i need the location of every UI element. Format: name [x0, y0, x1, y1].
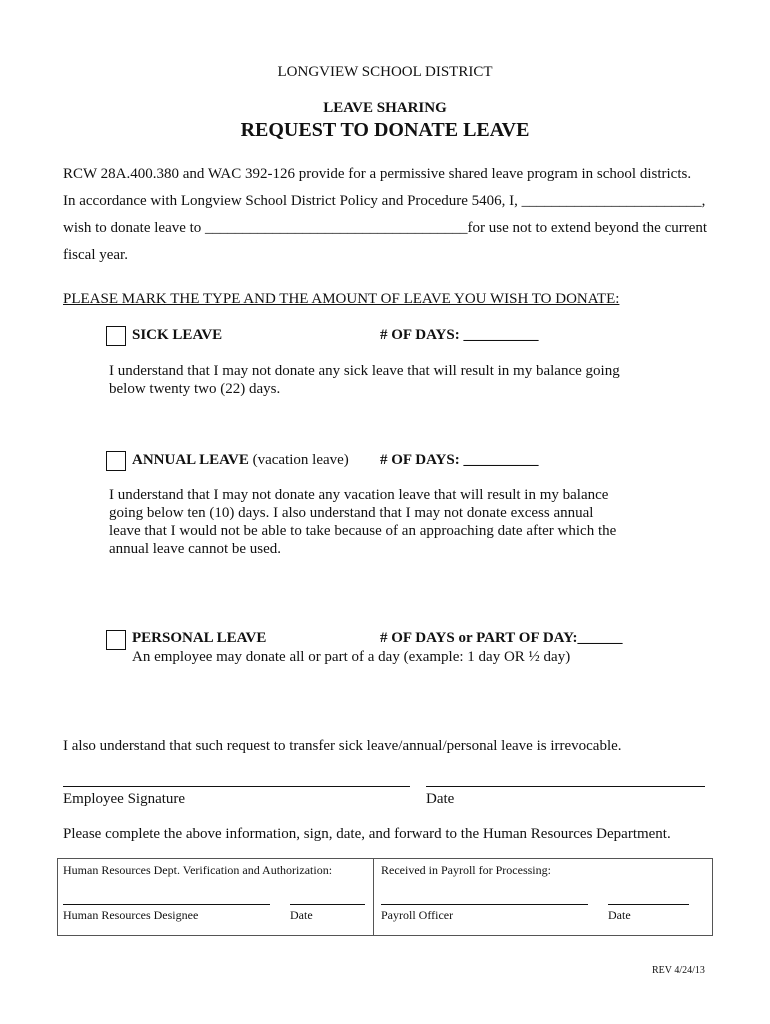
intro-line-4: fiscal year.: [63, 247, 128, 263]
personal-leave-checkbox[interactable]: [106, 630, 126, 650]
annual-leave-label-group: [132, 452, 349, 469]
intro-line-3: wish to donate leave to ___________________________________for use not to extend beyond the current: [63, 220, 708, 236]
annual-leave-note-2: going below ten (10) days. I also understand that I may not donate excess annual: [109, 505, 594, 521]
personal-leave-label: PERSONAL LEAVE: [132, 630, 267, 646]
revision-label: REV 4/24/13: [652, 965, 705, 976]
irrevocable-statement: I also understand that such request to transfer sick leave/annual/personal leave is irrevocable.: [63, 738, 622, 754]
annual-leave-checkbox[interactable]: [106, 451, 126, 471]
signature-date-label: Date: [426, 791, 455, 807]
annual-leave-note-1: I understand that I may not donate any vacation leave that will result in my balance: [109, 487, 609, 503]
sick-leave-note-1: I understand that I may not donate any sick leave that will result in my balance going: [109, 363, 620, 379]
payroll-processing-title: Received in Payroll for Processing:: [381, 863, 551, 877]
signature-date-line[interactable]: [426, 786, 705, 787]
hr-designee-label: Human Resources Designee: [63, 908, 199, 922]
payroll-date-label: Date: [608, 908, 631, 922]
sick-leave-checkbox[interactable]: [106, 326, 126, 346]
employee-signature-line[interactable]: [63, 786, 410, 787]
annual-leave-note-3: leave that I would not be able to take because of an approaching date after which the: [109, 523, 617, 539]
district-name: LONGVIEW SCHOOL DISTRICT: [277, 64, 493, 80]
hr-date-label: Date: [290, 908, 313, 922]
instruction-heading: PLEASE MARK THE TYPE AND THE AMOUNT OF LEAVE YOU WISH TO DONATE:: [63, 291, 620, 307]
form-subtitle: LEAVE SHARING: [323, 100, 447, 116]
personal-leave-note-1: An employee may donate all or part of a day (example: 1 day OR ½ day): [132, 649, 571, 665]
hr-verification-title: Human Resources Dept. Verification and Authorization:: [63, 863, 333, 877]
payroll-officer-line[interactable]: [381, 904, 588, 905]
annual-leave-days-field[interactable]: # OF DAYS: __________: [380, 452, 539, 468]
forward-instruction: Please complete the above information, sign, date, and forward to the Human Resources Department.: [63, 826, 671, 842]
personal-leave-days-field[interactable]: # OF DAYS or PART OF DAY:______: [380, 630, 623, 646]
payroll-date-line[interactable]: [608, 904, 689, 905]
employee-signature-label: Employee Signature: [63, 791, 186, 807]
hr-designee-line[interactable]: [63, 904, 270, 905]
intro-line-1: RCW 28A.400.380 and WAC 392-126 provide for a permissive shared leave program in school districts.: [63, 166, 692, 182]
form-title: REQUEST TO DONATE LEAVE: [240, 119, 530, 141]
hr-box-divider: [373, 858, 374, 936]
annual-leave-label: ANNUAL LEAVE: [132, 452, 249, 468]
sick-leave-label: SICK LEAVE: [132, 327, 223, 343]
intro-line-2: In accordance with Longview School District Policy and Procedure 5406, I, ________________________,: [63, 193, 706, 209]
annual-leave-note-4: annual leave cannot be used.: [109, 541, 282, 557]
hr-date-line[interactable]: [290, 904, 365, 905]
annual-leave-paren: (vacation leave): [248, 452, 349, 468]
sick-leave-note-2: below twenty two (22) days.: [109, 381, 281, 397]
sick-leave-days-field[interactable]: # OF DAYS: __________: [380, 327, 539, 343]
payroll-officer-label: Payroll Officer: [381, 908, 454, 922]
